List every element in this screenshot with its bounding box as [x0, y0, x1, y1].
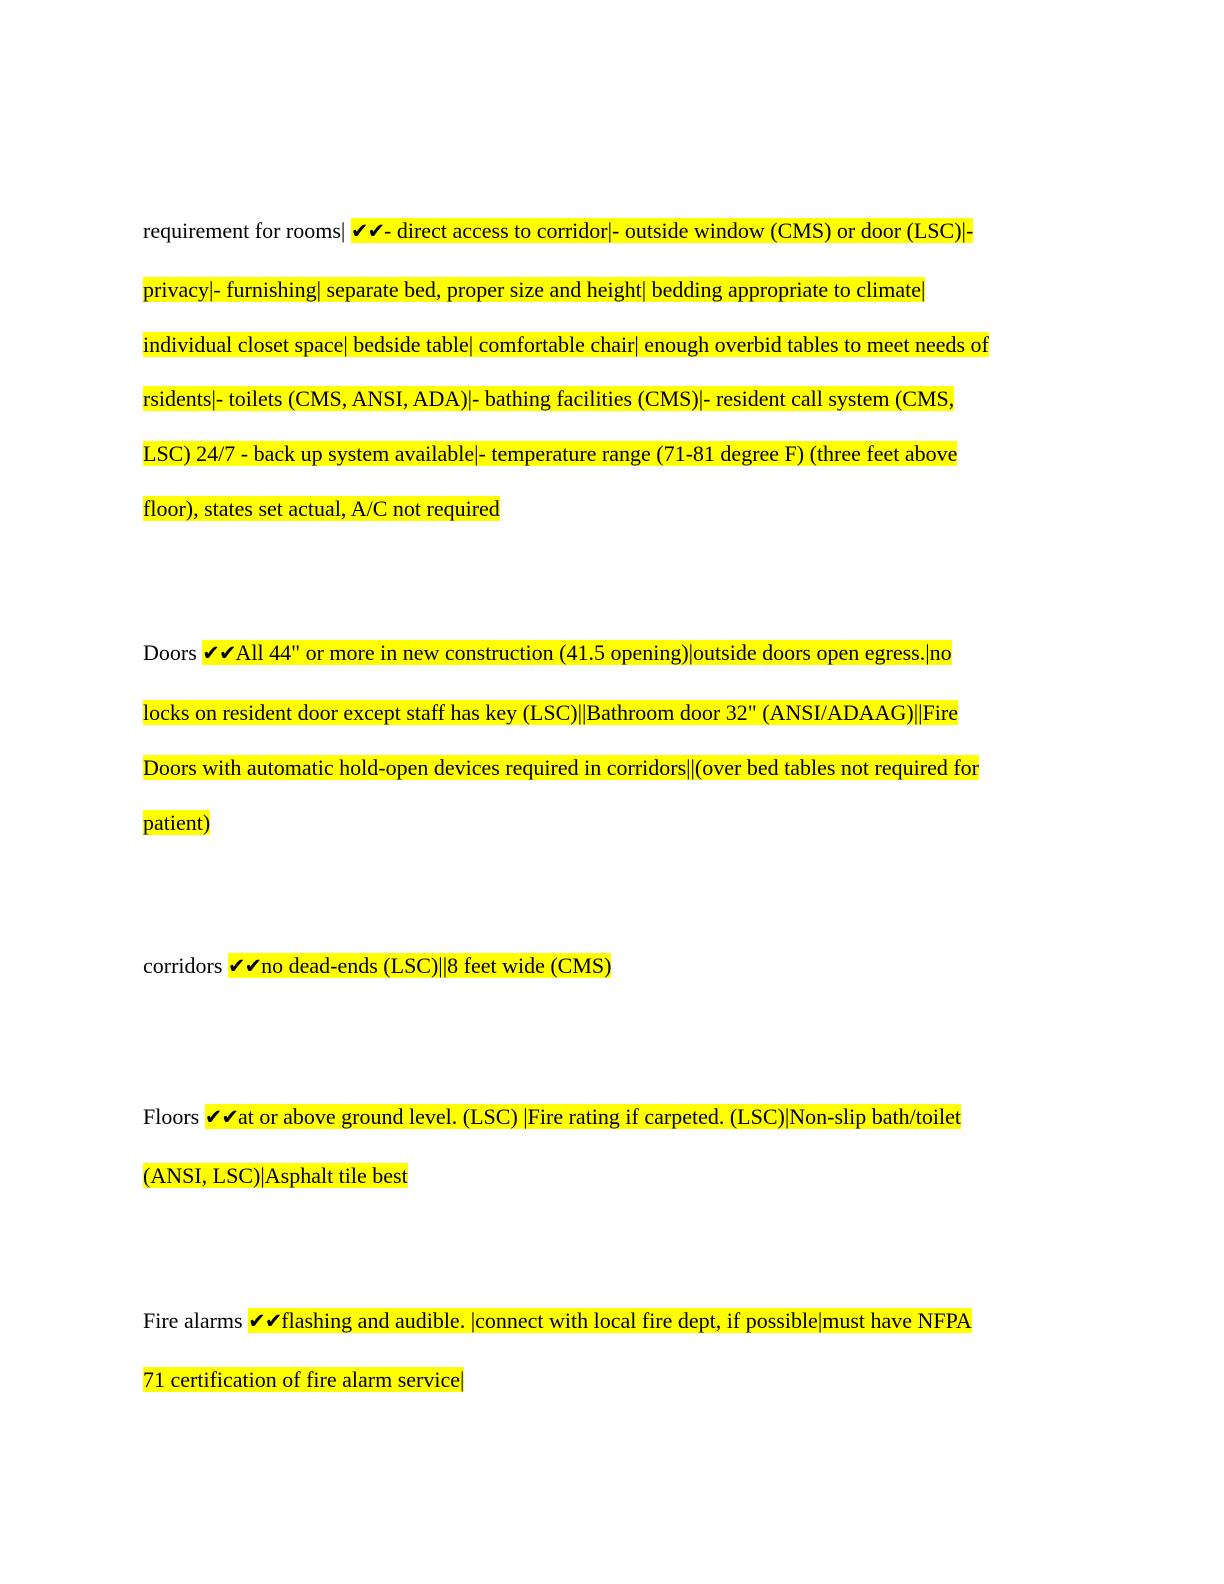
entry-term: Fire alarms [143, 1308, 243, 1333]
double-check-icon: ✔✔ [248, 1309, 282, 1333]
double-check-icon: ✔✔ [202, 641, 236, 665]
entry-line [143, 1162, 408, 1190]
entry-definition-line: 71 certification of fire alarm service| [143, 1367, 465, 1392]
entry-line [143, 385, 954, 413]
entry-line [143, 440, 957, 468]
double-check-icon: ✔✔ [227, 954, 262, 978]
entry-line [143, 809, 210, 837]
entry-definition-line: Doors with automatic hold-open devices required in corridors||(over bed tables not required for [143, 755, 979, 780]
entry-definition-line: privacy|- furnishing| separate bed, proper size and height| bedding appropriate to climate| [143, 277, 926, 302]
entry-definition-line: flashing and audible. |connect with local fire dept, if possible|must have NFPA [281, 1308, 972, 1333]
double-check-icon: ✔✔ [204, 1105, 238, 1129]
entry-definition-line: rsidents|- toilets (CMS, ANSI, ADA)|- bathing facilities (CMS)|- resident call system (CMS, [143, 386, 955, 411]
entry-term: Floors [143, 1104, 200, 1129]
entry-line [143, 331, 989, 359]
entry-definition-line: - direct access to corridor|- outside window (CMS) or door (LSC)|- [384, 218, 974, 243]
entry-definition-line: locks on resident door except staff has key (LSC)||Bathroom door 32" (ANSI/ADAAG)||Fire [143, 700, 958, 725]
entry-line [143, 217, 973, 245]
entry-line [143, 952, 611, 980]
double-check-icon: ✔✔ [350, 219, 385, 243]
entry-definition-line: (ANSI, LSC)|Asphalt tile best [143, 1163, 408, 1188]
entry-term: requirement for rooms| [143, 218, 346, 243]
entry-definition-line: floor), states set actual, A/C not required [143, 496, 500, 521]
entry-line [143, 276, 925, 304]
entry-line [143, 495, 500, 523]
entry-line [143, 1366, 464, 1394]
entry-line [143, 699, 958, 727]
entry-definition-line: LSC) 24/7 - back up system available|- temperature range (71-81 degree F) (three feet above [143, 441, 958, 466]
entry-line [143, 639, 952, 667]
entry-line [143, 754, 979, 782]
entry-definition-line: individual closet space| bedside table| comfortable chair| enough overbid tables to meet needs of [143, 332, 989, 357]
entry-term: corridors [143, 953, 223, 978]
entry-definition-line: All 44" or more in new construction (41.5 opening)|outside doors open egress.|no [235, 640, 952, 665]
entry-definition-line: at or above ground level. (LSC) |Fire rating if carpeted. (LSC)|Non-slip bath/toilet [237, 1104, 961, 1129]
entry-definition-line: patient) [143, 810, 211, 835]
entry-definition-line: no dead-ends (LSC)||8 feet wide (CMS) [261, 953, 612, 978]
entry-term: Doors [143, 640, 197, 665]
entry-line [143, 1307, 972, 1335]
entry-line [143, 1103, 961, 1131]
